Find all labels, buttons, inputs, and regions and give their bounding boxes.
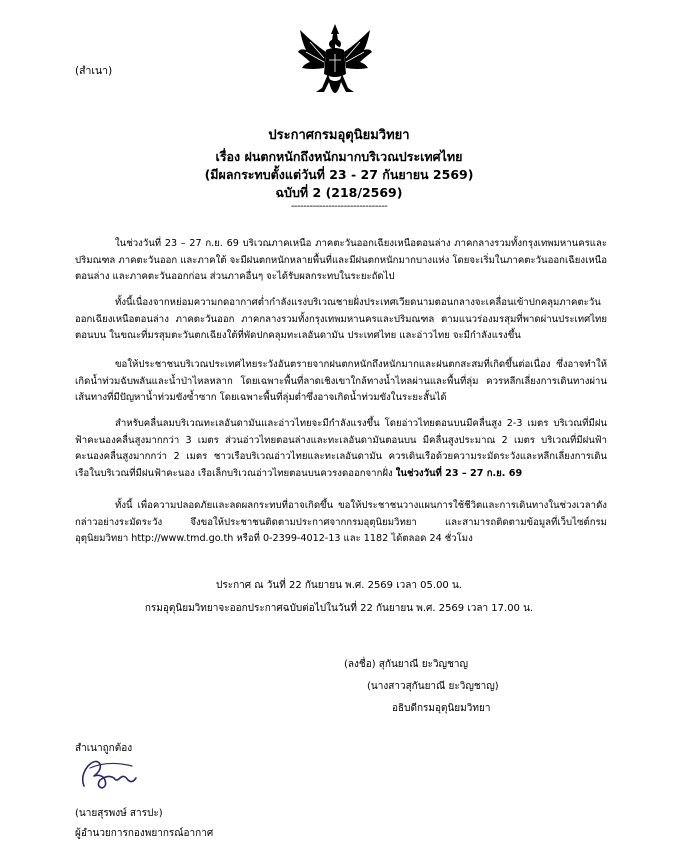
announcement-effect-dates: (มีผลกระทบตั้งแต่วันที่ 23 - 27 กันยายน 2569) [204,167,474,182]
paragraph-advice: ทั้งนี้ เพื่อความปลอดภัยและลดผลกระทบที่อาจเกิดขึ้น ขอให้ประชาชนวางแผนการใช้ชีวิตและการเดินทางในช่วงเวลาดังกล่าวอย่างระมัดระวัง จึงขอให้ประชาชนติดตามประกาศจากกรมอุตุนิยมวิทยา และสามารถติดตามข้อมูลที่เว็บไซต์กรมอุตุนิยมวิทยา http://www.tmd.go.th หรือที่ 0-2399-4012-13 และ 1182 ได้ตลอด 24 ชั่วโมง [75,500,607,544]
paragraph-waves-dates: ในช่วงวันที่ 23 – 27 ก.ย. 69 [395,467,523,479]
copy-label: (สำเนา) [75,65,113,77]
announcement-issue-number: ฉบับที่ 2 (218/2569) [275,185,403,200]
garuda-emblem-icon [296,22,374,110]
announce-date: ประกาศ ณ วันที่ 22 กันยายน พ.ศ. 2569 เวลา 05.00 น. [216,580,462,591]
announcement-title: ประกาศกรมอุตุนิยมวิทยา [268,128,410,143]
handwritten-signature-icon [78,756,140,792]
title-separator: ------------------------------- [290,201,388,212]
next-announcement: กรมอุตุนิยมวิทยาจะออกประกาศฉบับต่อไปในวันที่ 22 กันยายน พ.ศ. 2569 เวลา 17.00 น. [144,603,534,614]
paragraph-waves-text: สำหรับคลื่นลมบริเวณทะเลอันดามันและอ่าวไทยจะมีกำลังแรงขึ้น โดยอ่าวไทยตอนบนมีคลื่นสูง 2-3 เมตร บริเวณที่มีฝนฟ้าคะนองคลื่นสูงมากกว่า 3 เมตร ส่วนอ่าวไทยตอนล่างและทะเลอันดามันตอนบน มีคลื่นสูงประมาณ 2 เมตร บริเวณที่มีฝนฟ้าคะนองคลื่นสูงมากกว่า 2 เมตร ชาวเรือบริเวณอ่าวไทยและทะเลอันดามัน ควรเดินเรือด้วยความระมัดระวังและหลีกเลี่ยงการเดินเรือในบริเวณที่มีฝนฟ้าคะนอง เรือเล็กบริเวณอ่าวไทยตอนบนควรงดออกจากฝั่ง [75,418,607,479]
signatory-position: อธิบดีกรมอุตุนิยมวิทยา [392,703,491,714]
signed-line: (ลงชื่อ) สุกันยาณี ยะวิญชาญ [344,659,468,670]
paragraph-forecast: ในช่วงวันที่ 23 – 27 ก.ย. 69 บริเวณภาคเหนือ ภาคตะวันออกเฉียงเหนือตอนล่าง ภาคกลางรวมทั้งกรุงเทพมหานครและปริมณฑล ภาคตะวันออก และภาคใต้ จะมีฝนตกหนักหลายพื้นที่และมีฝนตกหนักมากบางแห่ง โดยจะเริ่มในภาคตะวันออกเฉียงเหนือตอนล่าง และภาคตะวันออกก่อน ส่วนภาคอื่นๆ จะได้รับผลกระทบในระยะถัดไป [75,238,607,282]
paragraph-waves [75,416,607,482]
signatory-name: (นางสาวสุกันยาณี ยะวิญชาญ) [367,681,499,692]
announcement-subject: เรื่อง ฝนตกหนักถึงหนักมากบริเวณประเทศไทย [215,149,463,164]
certified-copy-label: สำเนาถูกต้อง [75,743,133,754]
paragraph-warning: ขอให้ประชาชนบริเวณประเทศไทยระวังอันตรายจากฝนตกหนักถึงหนักมากและฝนตกสะสมที่เกิดขึ้นต่อเนื่อง ซึ่งอาจทำให้เกิดน้ำท่วมฉับพลันและน้ำป่าไหลหลาก โดยเฉพาะพื้นที่ลาดเชิงเขาใกล้ทางน้ำไหลผ่านและพื้นที่ลุ่ม ควรหลีกเลี่ยงการเดินทางผ่านเส้นทางที่มีปัญหาน้ำท่วมขังซ้ำซาก โดยเฉพาะพื้นที่ลุ่มต่ำซึ่งอาจเกิดน้ำท่วมขังในระยะสั้นได้ [75,359,607,403]
footer-name: (นายสุรพงษ์ สารปะ) [75,808,163,819]
footer-position: ผู้อำนวยการกองพยากรณ์อากาศ [75,828,214,839]
paragraph-cause: ทั้งนี้เนื่องจากหย่อมความกดอากาศต่ำกำลังแรงบริเวณชายฝั่งประเทศเวียดนามตอนกลางจะเคลื่อนเข้าปกคลุมภาคตะวันออกเฉียงเหนือตอนล่าง ภาคตะวันออก ภาคกลางรวมทั้งกรุงเทพมหานครและปริมณฑล ตามแนวร่องมรสุมที่พาดผ่านประเทศไทยตอนบน ในขณะที่มรสุมตะวันตกเฉียงใต้ที่พัดปกคลุมทะเลอันดามัน ประเทศไทย และอ่าวไทย จะมีกำลังแรงขึ้น [75,297,607,341]
